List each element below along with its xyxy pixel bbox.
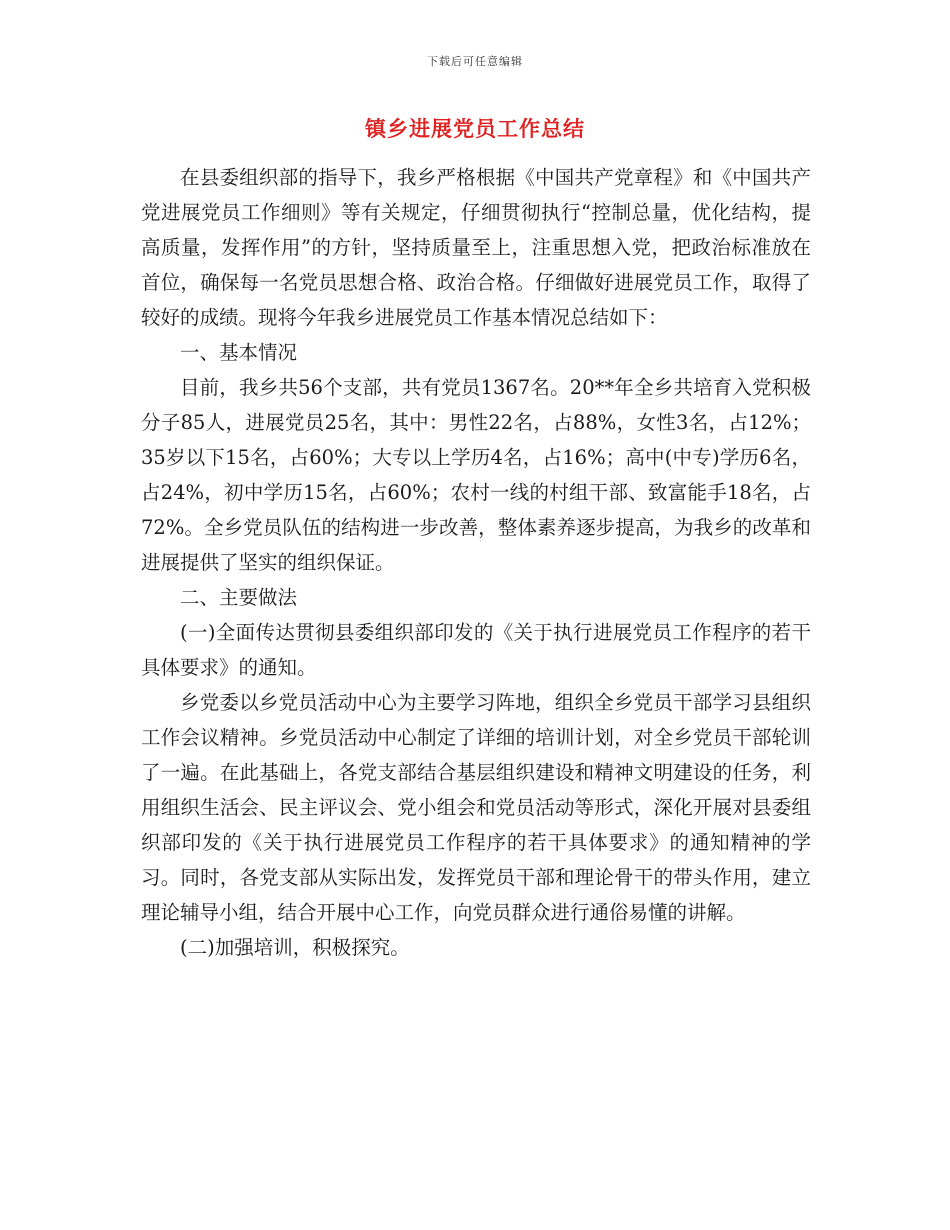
subheading-practice-1: (一)全面传达贯彻县委组织部印发的《关于执行进展党员工作程序的若干具体要求》的通知。 bbox=[141, 621, 811, 679]
header-note: 下载后可任意编辑 bbox=[427, 55, 523, 68]
subheading-practice-2: (二)加强培训，积极探究。 bbox=[180, 936, 410, 959]
document-body bbox=[141, 160, 811, 965]
paragraph-basic-situation: 目前，我乡共56个支部，共有党员1367名。20**年全乡共培育入党积极分子85人，进展党员25名，其中：男性22名，占88%，女性3名，占12%；35岁以下15名，占60%；大专以上学历4名，占16%；高中(中专)学历6名，占24%，初中学历15名，占60%；农村一线的村组干部、致富能手18名，占72%。全乡党员队伍的结构进一步改善，整体素养逐步提高，为我乡的改革和进展提供了坚实的组织保证。 bbox=[141, 376, 811, 574]
section-heading-main-practices: 二、主要做法 bbox=[180, 586, 298, 609]
paragraph-intro: 在县委组织部的指导下，我乡严格根据《中国共产党章程》和《中国共产党进展党员工作细则》等有关规定，仔细贯彻执行“控制总量，优化结构，提高质量，发挥作用”的方针，坚持质量至上，注重思想入党，把政治标准放在首位，确保每一名党员思想合格、政治合格。仔细做好进展党员工作，取得了较好的成绩。现将今年我乡进展党员工作基本情况总结如下： bbox=[141, 166, 811, 329]
paragraph-practice-1: 乡党委以乡党员活动中心为主要学习阵地，组织全乡党员干部学习县组织工作会议精神。乡党员活动中心制定了详细的培训计划，对全乡党员干部轮训了一遍。在此基础上，各党支部结合基层组织建设和精神文明建设的任务，利用组织生活会、民主评议会、党小组会和党员活动等形式，深化开展对县委组织部印发的《关于执行进展党员工作程序的若干具体要求》的通知精神的学习。同时，各党支部从实际出发，发挥党员干部和理论骨干的带头作用，建立理论辅导小组，结合开展中心工作，向党员群众进行通俗易懂的讲解。 bbox=[141, 691, 811, 924]
section-heading-basic-situation: 一、基本情况 bbox=[180, 341, 298, 364]
document-title: 镇乡进展党员工作总结 bbox=[365, 116, 585, 141]
